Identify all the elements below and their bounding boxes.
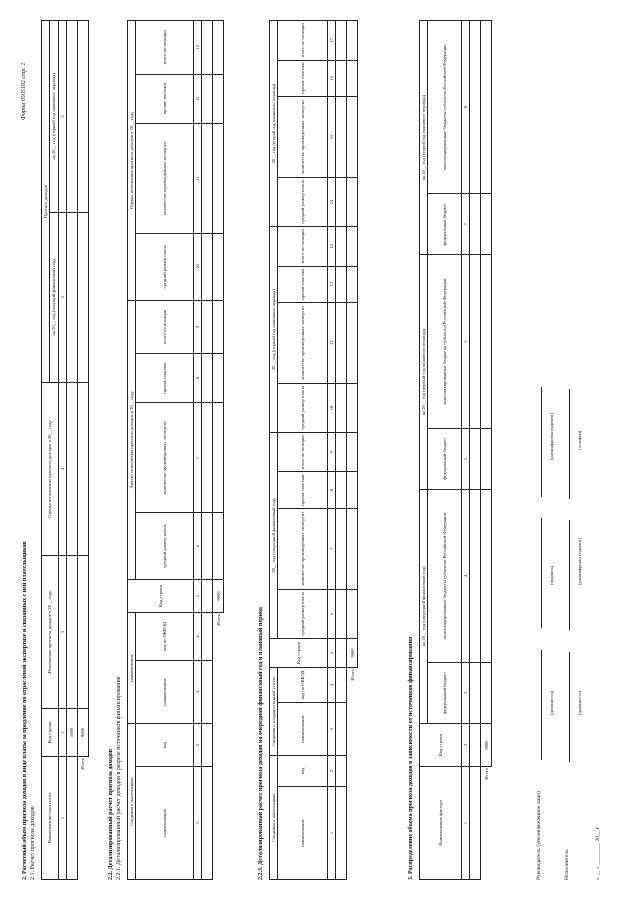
- s2-h-exec: Исполнение прогноза доходов в 20__ году: [42, 556, 59, 709]
- cap-name-2: (расшифровка подписи): [577, 538, 582, 585]
- s2-cell: [66, 383, 77, 556]
- s223-mid: итого по позиции: [278, 21, 328, 61]
- s2-total-code: 9000: [77, 709, 88, 757]
- s223-num: 4: [328, 668, 336, 703]
- s22-num: 3: [194, 661, 202, 724]
- s2-num: 5: [58, 212, 66, 382]
- s223-num: 1: [328, 787, 336, 880]
- s22-mid: количество произведенных экспертиз: [136, 123, 194, 233]
- s223-num: 16: [328, 60, 336, 96]
- section22-subtitle: 2.2.1. Детализированный расчет доходов в разрезе источников финансирования: [116, 676, 122, 880]
- head-position-line: [535, 650, 542, 760]
- s223-h-payer: Сведения о плательщике: [270, 756, 278, 880]
- s3-num: 4: [462, 489, 470, 662]
- executor-position-line: [563, 652, 570, 762]
- s2-sub-1: на 20__ год (текущий финансовый год): [50, 212, 58, 382]
- s22-mid: средний размер платы: [136, 233, 194, 300]
- section2-table: [41, 20, 89, 880]
- s2-cell: [66, 212, 77, 382]
- s22-h-okved: код по ОКВЭД: [136, 613, 194, 661]
- s2-cell: [77, 21, 88, 213]
- s2-h-code: Код строки: [42, 709, 59, 757]
- s22-h-sname: наименование: [136, 661, 194, 724]
- section22-title: 2.2. Детализированный расчет прогноза доходов: [108, 749, 114, 880]
- s223-mid: количество произведенных экспертиз: [278, 302, 328, 383]
- section223-title: 2.2.3. Детализированный расчет прогноза доходов на очередной финансовый год и плановый период: [258, 607, 264, 880]
- s223-h-kod: код: [278, 756, 328, 787]
- section3-table: [419, 20, 492, 880]
- s22-num: 10: [194, 233, 202, 300]
- s223-h-okved: код по ОКВЭД: [278, 668, 328, 703]
- s22-mid: итого по позиции: [136, 300, 194, 354]
- s2-sub-2: на 20__ год (первый год планового периода): [50, 21, 58, 213]
- s3-h-y3: на 20__ год (второй год планового периода): [420, 21, 428, 255]
- s22-num: 1: [194, 767, 202, 880]
- s3-h-name: Наименование фактора: [420, 767, 462, 880]
- s223-mid: прочие платежи: [278, 472, 328, 508]
- s3-sub: федеральный бюджет: [428, 663, 462, 724]
- s223-num: 11: [328, 302, 336, 383]
- s3-sub: консолидированные бюджеты субъектов Российской Федерации: [428, 21, 462, 194]
- s3-h-y1: на 20__ год (очередной финансовый год): [420, 489, 428, 723]
- s2-h-est: Оценка исполнения прогноза доходов в 20__ году: [42, 383, 59, 556]
- s3-h-y2: на 20__ год (первый год планового периода): [420, 255, 428, 489]
- rotated-page: [15, 10, 635, 890]
- s223-h-y3: 20__ год (второй год планового периода): [270, 21, 278, 227]
- s22-h-payer: Сведения о плательщике: [128, 724, 136, 880]
- section223-table: [269, 20, 358, 880]
- s223-h-code: Код строки: [270, 639, 328, 668]
- s2-h-forecast: Прогноз доходов: [42, 21, 50, 383]
- s2-num: 2: [58, 709, 66, 757]
- s2-cell: [77, 383, 88, 556]
- s223-mid: итого по позиции: [278, 433, 328, 472]
- s223-mid: количество произведенных экспертиз: [278, 96, 328, 177]
- s223-mid: прочие платежи: [278, 60, 328, 96]
- s22-num: 7: [194, 403, 202, 513]
- s22-mid: прочие платежи: [136, 74, 194, 123]
- s223-h-name: наименование: [278, 787, 328, 880]
- s2-total-label: Итого: [80, 758, 86, 770]
- s22-total-label: Итого: [215, 614, 221, 626]
- s223-num: 3: [328, 703, 336, 756]
- s3-num: 6: [462, 255, 470, 428]
- executor-phone-line: [563, 389, 570, 499]
- s22-num: 9: [194, 300, 202, 354]
- s22-h-kod: код: [136, 724, 194, 767]
- s22-num: 8: [194, 354, 202, 403]
- s2-num: 4: [58, 383, 66, 556]
- s223-mid: итого по позиции: [278, 227, 328, 266]
- s3-sub: консолидированные бюджеты субъектов Российской Федерации: [428, 255, 462, 428]
- s2-cell: [77, 556, 88, 709]
- s223-mid: средний размер платы: [278, 589, 328, 638]
- head-name-line: [535, 387, 542, 497]
- s2-cell: [77, 212, 88, 382]
- s22-num: 11: [194, 123, 202, 233]
- s223-num: 10: [328, 383, 336, 432]
- s3-h-code: Код строки: [420, 724, 462, 767]
- s223-h-service: Сведения о государственной услуге: [270, 668, 278, 756]
- s223-num: 5: [328, 639, 336, 668]
- s3-sub: федеральный бюджет: [428, 428, 462, 489]
- s3-total-code: 9000: [481, 724, 492, 767]
- s3-num: 3: [462, 663, 470, 724]
- s22-num: 6: [194, 513, 202, 580]
- s223-h-y2: 20__ год (первый год планового периода): [270, 227, 278, 433]
- cap-position: (должность): [549, 690, 554, 715]
- head-signature-line: [535, 387, 542, 880]
- section22-table: [127, 20, 224, 880]
- s223-h-y1: 20__ год (очередной финансовый год): [270, 433, 278, 639]
- section2-subtitle: 2.1. Расчет прогноза доходов: [30, 806, 36, 880]
- s22-num: 2: [194, 724, 202, 767]
- s223-h-sname: наименование: [278, 703, 328, 756]
- s22-num: 4: [194, 613, 202, 661]
- section3-title: 3. Распределение объема прогноза доходов в зависимости от источников финансирования: [408, 636, 414, 880]
- s22-h-code: Код строки: [128, 580, 194, 613]
- s2-num: 3: [58, 556, 66, 709]
- s2-cell: [66, 757, 77, 880]
- s3-num: 8: [462, 21, 470, 194]
- s2-h-name: Наименование показателя: [42, 757, 59, 880]
- s22-h-analysis: Анализ исполнения прогноза доходов в 20__ году: [128, 300, 136, 579]
- s2-code-1000: 1000: [66, 709, 77, 757]
- s3-sub: консолидированные бюджеты субъектов Российской Федерации: [428, 489, 462, 662]
- s3-num: 5: [462, 428, 470, 489]
- s3-num: 1: [462, 767, 470, 880]
- s22-num: 5: [194, 580, 202, 613]
- section-2-2: [107, 20, 224, 880]
- s223-mid: количество произведенных экспертиз: [278, 508, 328, 589]
- s22-mid: итого по позиции: [136, 21, 194, 75]
- executor-label: Исполнитель: [564, 849, 570, 880]
- s2-num: 6: [58, 21, 66, 213]
- s223-mid: прочие платежи: [278, 266, 328, 302]
- s223-num: 15: [328, 96, 336, 177]
- s3-num: 2: [462, 724, 470, 767]
- s223-num: 14: [328, 177, 336, 226]
- s223-total-code: 9000: [347, 639, 358, 668]
- s22-total-code: 9000: [213, 580, 224, 613]
- section2-title: 2. Расчетный объем прогноза доходов в виде платы за продление по отраслевой экспертизе и связанных с ней плательщиков: [22, 541, 28, 880]
- s22-h-service: наименование: [128, 613, 136, 724]
- executor-name-line: [563, 520, 570, 630]
- s2-cell: [66, 21, 77, 213]
- s3-sub: федеральный бюджет: [428, 194, 462, 255]
- section-2: [21, 20, 89, 880]
- s3-total-label: Итого: [483, 768, 489, 780]
- s223-num: 17: [328, 21, 336, 61]
- s22-num: 12: [194, 74, 202, 123]
- s223-mid: средний размер платы: [278, 177, 328, 226]
- s223-num: 7: [328, 508, 336, 589]
- head-sign-line: [535, 518, 542, 628]
- s22-mid: количество произведенных экспертиз: [136, 403, 194, 513]
- s223-num: 9: [328, 433, 336, 472]
- cap-sign: (подпись): [549, 565, 554, 585]
- s22-num: 13: [194, 21, 202, 75]
- cap-phone: (телефон): [577, 430, 582, 450]
- date-line: « __ » ________ 20__ г.: [595, 826, 601, 880]
- s2-num: 1: [58, 757, 66, 880]
- head-label: Руководитель (уполномоченное лицо): [536, 791, 542, 880]
- s223-num: 12: [328, 266, 336, 302]
- s22-mid: средний размер платы: [136, 513, 194, 580]
- s3-num: 7: [462, 194, 470, 255]
- s223-num: 6: [328, 589, 336, 638]
- s223-mid: средний размер платы: [278, 383, 328, 432]
- section-3: [407, 20, 492, 880]
- executor-signature-line: [563, 389, 570, 880]
- form-code: Форма 0505182 стр. 2: [21, 62, 27, 120]
- s2-cell: [66, 556, 77, 709]
- section-2-2-3: [257, 20, 358, 880]
- s223-total-label: Итого: [349, 669, 355, 681]
- cap-position-2: (должность): [577, 690, 582, 715]
- s22-h-name: наименование: [136, 767, 194, 880]
- s223-num: 13: [328, 227, 336, 266]
- s223-num: 8: [328, 472, 336, 508]
- s22-mid: прочие платежи: [136, 354, 194, 403]
- s22-h-estimate: Оценка исполнения прогноза доходов в 20__ году: [128, 21, 136, 301]
- s223-num: 2: [328, 756, 336, 787]
- cap-name: (расшифровка подписи): [549, 413, 554, 460]
